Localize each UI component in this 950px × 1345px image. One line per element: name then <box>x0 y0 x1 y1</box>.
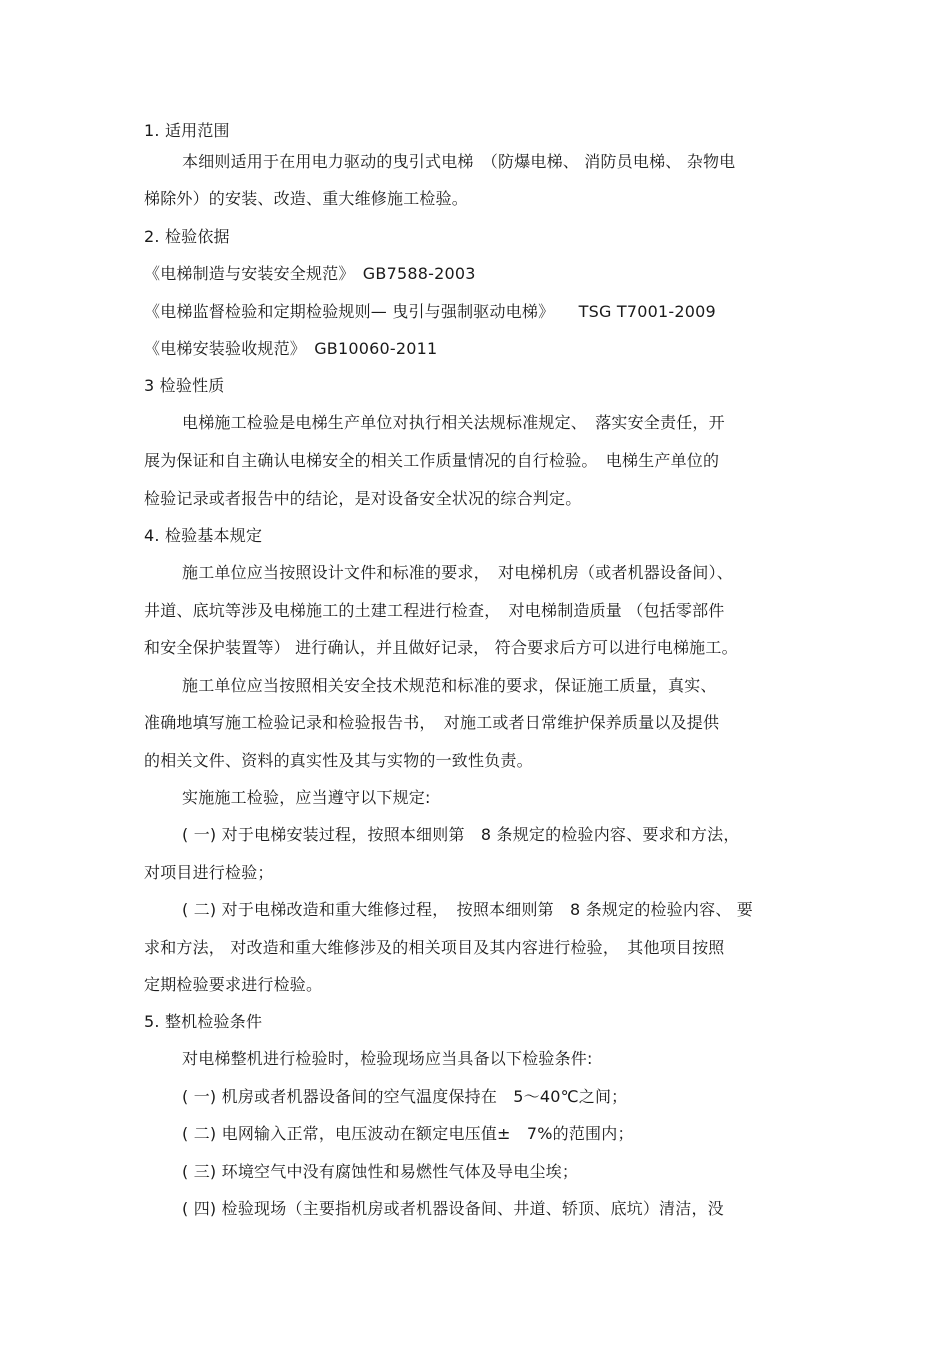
reference-line: 《电梯监督检验和定期检验规则— 曳引与强制驱动电梯》 TSG T7001-2009 <box>144 302 716 321</box>
list-item: ( 一) 机房或者机器设备间的空气温度保持在 5～40℃之间； <box>182 1087 628 1106</box>
paragraph-line: 展为保证和自主确认电梯安全的相关工作质量情况的自行检验。 电梯生产单位的 <box>144 451 720 470</box>
list-item: ( 二) 电网输入正常，电压波动在额定电压值± 7%的范围内； <box>182 1124 634 1143</box>
paragraph-line: 井道、底坑等涉及电梯施工的土建工程进行检查， 对电梯制造质量 （包括零部件 <box>144 601 725 620</box>
paragraph-line: 定期检验要求进行检验。 <box>144 975 323 994</box>
paragraph-line: 电梯施工检验是电梯生产单位对执行相关法规标准规定、 落实安全责任，开 <box>182 413 725 432</box>
paragraph-line: 准确地填写施工检验记录和检验报告书， 对施工或者日常维护保养质量以及提供 <box>144 713 720 732</box>
list-item: ( 二) 对于电梯改造和重大维修过程， 按照本细则第 8 条规定的检验内容、 要 <box>182 900 754 919</box>
paragraph-line: 对项目进行检验； <box>144 863 274 882</box>
paragraph-line: 对电梯整机进行检验时，检验现场应当具备以下检验条件: <box>182 1049 593 1068</box>
paragraph-line: 的相关文件、资料的真实性及其与实物的一致性负责。 <box>144 751 533 770</box>
paragraph-line: 本细则适用于在用电力驱动的曳引式电梯 （防爆电梯、 消防员电梯、 杂物电 <box>182 152 736 171</box>
list-item: ( 三) 环境空气中没有腐蚀性和易燃性气体及导电尘埃； <box>182 1162 579 1181</box>
paragraph-line: 实施施工检验，应当遵守以下规定: <box>182 788 431 807</box>
paragraph-line: 和安全保护装置等） 进行确认，并且做好记录， 符合要求后方可以进行电梯施工。 <box>144 638 738 657</box>
paragraph-line: 施工单位应当按照相关安全技术规范和标准的要求，保证施工质量，真实、 <box>182 676 717 695</box>
section-heading: 1. 适用范围 <box>144 121 230 140</box>
section-heading: 3 检验性质 <box>144 376 225 395</box>
paragraph-line: 检验记录或者报告中的结论，是对设备安全状况的综合判定。 <box>144 489 582 508</box>
reference-line: 《电梯制造与安装安全规范》 GB7588-2003 <box>144 264 476 283</box>
list-item: ( 四) 检验现场（主要指机房或者机器设备间、井道、轿顶、底坑）清洁，没 <box>182 1199 724 1218</box>
reference-line: 《电梯安装验收规范》 GB10060-2011 <box>144 339 438 358</box>
paragraph-line: 梯除外）的安装、改造、重大维修施工检验。 <box>144 189 469 208</box>
paragraph-line: 施工单位应当按照设计文件和标准的要求， 对电梯机房（或者机器设备间）、 <box>182 563 734 582</box>
section-heading: 4. 检验基本规定 <box>144 526 263 545</box>
list-item: ( 一) 对于电梯安装过程，按照本细则第 8 条规定的检验内容、要求和方法， <box>182 825 740 844</box>
section-heading: 5. 整机检验条件 <box>144 1012 263 1031</box>
section-heading: 2. 检验依据 <box>144 227 230 246</box>
paragraph-line: 求和方法， 对改造和重大维修涉及的相关项目及其内容进行检验， 其他项目按照 <box>144 938 725 957</box>
